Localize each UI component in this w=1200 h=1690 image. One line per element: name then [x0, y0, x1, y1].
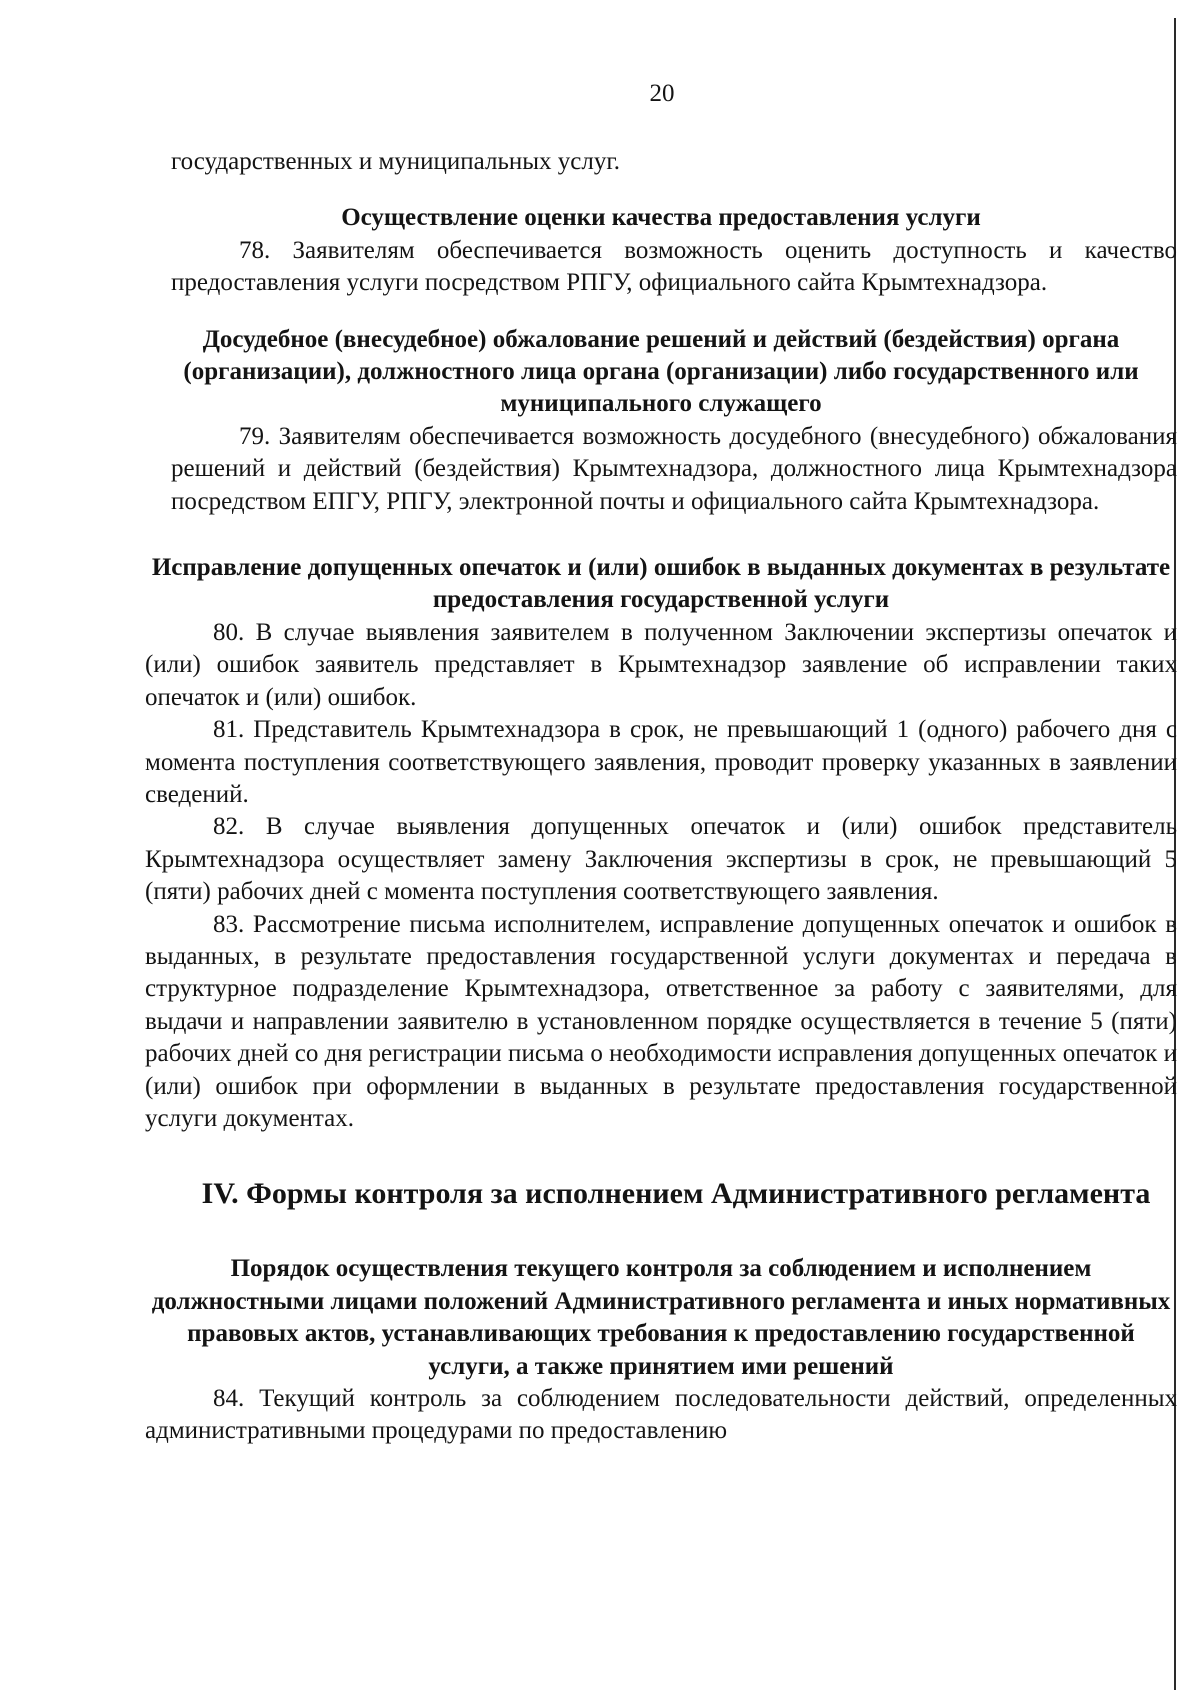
paragraph-84: 84. Текущий контроль за соблюдением последовательности действий, определенных административными процедурами по предоставлению [145, 1385, 1177, 1445]
page-number: 20 [649, 80, 675, 107]
paragraph-79: 79. Заявителям обеспечивается возможность досудебного (внесудебного) обжалования решений и действий (бездействия) Крымтехнадзора, должностного лица Крымтехнадзора посредством ЕПГУ, РПГУ, электронной почты и официального сайта Крымтехнадзора. [171, 422, 1177, 515]
heading-current-control: Порядок осуществления текущего контроля за соблюдением и исполнением должностными лицами положений Административного регламента и иных нормативных правовых актов, устанавливающих требования к предоставлению государственной услуги, а также принятием ими решений [151, 1255, 1171, 1380]
spacer [145, 1213, 1177, 1253]
spacer [145, 178, 1177, 202]
heading-error-correction: Исправление допущенных опечаток и (или) ошибок в выданных документах в результате предоставления государственной услуги [151, 554, 1171, 614]
heading-quality-assessment: Осуществление оценки качества предоставления услуги [341, 204, 981, 232]
document-page [145, 78, 1177, 1448]
paragraph-81: 81. Представитель Крымтехнадзора в срок, не превышающий 1 (одного) рабочего дня с момента поступления соответствующего заявления, проводит проверку указанных в заявлении сведений. [145, 716, 1177, 808]
paragraph-80: 80. В случае выявления заявителем в полученном Заключении экспертизы опечаток и (или) ошибок заявитель представляет в Крымтехнадзор заявление об исправлении таких опечаток и (или) ошибок. [145, 618, 1177, 711]
paragraph-82: 82. В случае выявления допущенных опечаток и (или) ошибок представитель Крымтехнадзора осуществляет замену Заключения экспертизы в срок, не превышающий 5 (пяти) рабочих дней с момента поступления соответствующего заявления. [145, 813, 1177, 906]
paragraph-intro-tail: государственных и муниципальных услуг. [171, 148, 621, 175]
heading-pretrial-appeal: Досудебное (внесудебное) обжалование решений и действий (бездействия) органа (организации), должностного лица органа (организации) либо государственного или муниципального служащего [183, 325, 1139, 418]
spacer [145, 518, 1177, 552]
spacer [145, 1135, 1177, 1175]
section-iv-title: IV. Формы контроля за исполнением Административного регламента [201, 1177, 1151, 1211]
spacer [145, 300, 1177, 324]
paragraph-83: 83. Рассмотрение письма исполнителем, исправление допущенных опечаток и ошибок в выданных, в результате предоставления государственной услуги документах и передача в структурное подразделение Крымтехнадзора, ответственное за работу с заявителями, для выдачи и направлении заявителю в установленном порядке осуществляется в течение 5 (пяти) рабочих дней со дня регистрации письма о необходимости исправления допущенных опечаток и (или) ошибок при оформлении в выданных в результате предоставления государственной услуги документах. [145, 910, 1177, 1132]
paragraph-78: 78. Заявителям обеспечивается возможность оценить доступность и качество предоставления услуги посредством РПГУ, официального сайта Крымтехнадзора. [171, 236, 1177, 297]
